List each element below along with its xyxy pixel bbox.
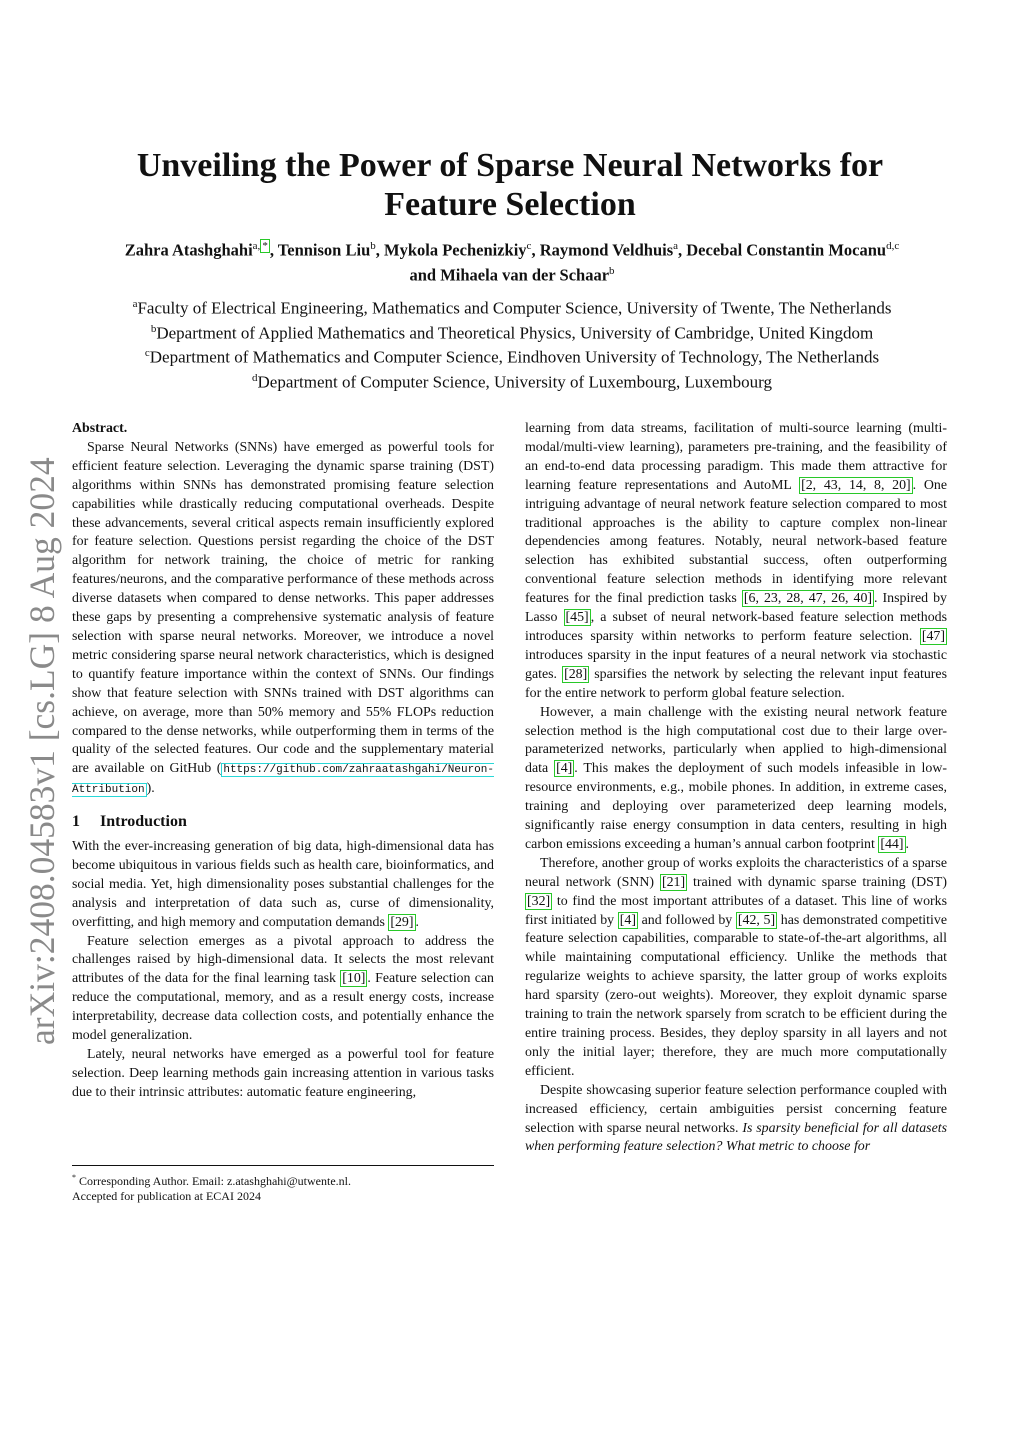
right-paragraph-3: Therefore, another group of works exploits the characteristics of a sparse neural network (SNN) [21] trained with dynamic sparse training (DST) [32] to find the most important attributes of a dataset. This line of works first initiated by [4] and followed by [42, 5] has demonstrated competitive feature selection capabilities, comparable to state-of-the-art algorithms, all while maintaining computational efficiency. Unlike the methods that regularize weights to achieve sparsity, the latter group of works exploits hard sparsity (zero-out weights). Moreover, they exploit dynamic sparse training to train the network sparsely from scratch to be efficient during the entire training process. Besides, they deploy sparsity in all layers and not only the initial layer; therefore, they are much more computationally efficient. (525, 855, 947, 1079)
affiliations (40, 294, 984, 393)
citation-link[interactable]: [10] (342, 971, 366, 987)
author-affil-sup: a (673, 240, 679, 252)
citation-link[interactable]: [45] (565, 610, 589, 626)
citation-link[interactable]: [44] (880, 836, 904, 852)
affiliation-a: $^a$Faculty of Electrical Engineering, Mathematics and Computer Science, University of Twente, The Netherlands (132, 298, 892, 318)
intro-paragraph-2: Feature selection emerges as a pivotal approach to address the challenges raised by high-dimensional data. It selects the most relevant attributes of the data for the final learning task [10] . Feature selection can reduce the computational, memory, and as a result energy costs, increase interpretability, decrease data collection costs, and potentially enhance the model generalization. (72, 933, 494, 1044)
github-url-link[interactable]: https://github.com/zahraatashgahi/Neuron-Attribution (72, 764, 494, 797)
author-name: , Decebal Constantin Mocanu (678, 240, 887, 260)
author-affil-sup: d,c (886, 240, 900, 252)
citation-link[interactable]: [4] (619, 912, 636, 928)
footnote (72, 1170, 494, 1204)
author-line-1 (40, 236, 984, 261)
intro-paragraph-3: Lately, neural networks have emerged as a powerful tool for feature selection. Deep learning methods gain increasing attention in various tasks due to their intrinsic attributes: automatic feature engineering, (72, 1047, 494, 1100)
citation-link[interactable]: [21] (661, 874, 686, 890)
author-affil-sup: a, (252, 240, 261, 252)
citation-link[interactable]: [29] (390, 914, 414, 930)
citation-link[interactable]: [32] (527, 893, 551, 909)
arxiv-identifier: arXiv:2408.04583v1 [cs.LG] 8 Aug 2024 (22, 457, 62, 1045)
abstract-heading: Abstract. (72, 421, 128, 436)
citation-link[interactable]: [6, 23, 28, 47, 26, 40] (743, 591, 873, 607)
author-line-2 (40, 261, 984, 286)
author-name: , Raymond Veldhuis (531, 240, 674, 260)
citation-link[interactable]: [42, 5] (737, 912, 776, 928)
left-column (72, 420, 494, 1103)
corresponding-author-link[interactable]: * (262, 240, 268, 252)
footnote-rule (72, 1165, 494, 1166)
footnote-corresponding: * Corresponding Author. Email: z.atashghahi@utwente.nl. (72, 1173, 352, 1188)
section-heading-introduction: 1 Introduction (72, 813, 187, 831)
author-name: Zahra Atashghahi (124, 240, 253, 260)
citation-link[interactable]: [2, 43, 14, 8, 20] (801, 477, 911, 493)
right-column (525, 420, 947, 1157)
title-line-1: Unveiling the Power of Sparse Neural Networks for (136, 147, 884, 184)
author-affil-sup: c (526, 240, 532, 252)
title-line-2: Feature Selection (384, 186, 636, 223)
affiliation-b: $^b$Department of Applied Mathematics and Theoretical Physics, University of Cambridge, United Kingdom (150, 322, 874, 343)
author-list (40, 236, 984, 285)
affiliation-d: $^d$Department of Computer Science, University of Luxembourg, Luxembourg (252, 371, 772, 392)
author-name: , Tennison Liu (269, 240, 371, 260)
abstract-body: Sparse Neural Networks (SNNs) have emerged as powerful tools for efficient feature selection. Leveraging the dynamic sparse training (DST) algorithms within SNNs has demonstrated promising feature selection capabilities while drastically reducing computational overheads. Despite these advancements, several critical aspects remain insufficiently explored for feature selection. Questions persist regarding the choice of the DST algorithm for network training, the choice of metric for ranking features/neurons, and the comparative performance of these methods across diverse datasets when compared to dense networks. This paper addresses these gaps by presenting a comprehensive systematic analysis of feature selection with sparse neural networks. Moreover, we introduce a novel metric considering sparse neural network characteristics, which is designed to quantify feature importance within the context of SNNs. Our findings show that feature selection with SNNs trained with DST algorithms can achieve, on average, more than 50% memory and 55% FLOPs reduction compared to the dense networks, while outperforming them in terms of the quality of the selected features. Our code and the supplementary material are available on GitHub ( https://github.com/zahraatashgahi/Neuron-Attribution ). (72, 439, 494, 797)
right-paragraph-2: However, a main challenge with the existing neural network feature selection method is the high computational cost due to their large over-parameterized networks, particularly when applied to high-dimensional data [4] . This makes the deployment of such models infeasible in low-resource environments, e.g., mobile phones. In addition, in extreme cases, training and deploying over parameterized deep learning models, significantly raise energy consumption in data centers, resulting in high carbon emissions exceeding a human’s annual carbon footprint [44] . (525, 704, 947, 852)
citation-link[interactable]: [4] (556, 761, 573, 777)
affiliation-c: $^c$Department of Mathematics and Computer Science, Eindhoven University of Technology, The Netherlands (144, 347, 880, 367)
author-name: , Mykola Pechenizkiy (375, 240, 527, 260)
right-paragraph-4: Despite showcasing superior feature selection performance coupled with increased efficiency, certain ambiguities persist concerning feature selection with sparse neural networks. Is sparsity beneficial for all datasets when performing feature selection? What metric to choose for (525, 1082, 947, 1155)
right-paragraph-1: learning from data streams, facilitation of multi-source learning (multi-modal/multi-view learning), parameters pre-training, and the feasibility of an end-to-end data processing paradigm. This made them attractive for learning feature representations and AutoML [2, 43, 14, 8, 20] . One intriguing advantage of neural network feature selection compared to most traditional approaches is the ability to capture complex non-linear dependencies among features. Notably, neural network-based feature selection has exhibited substantial success, often outperforming conventional feature selection methods in identifying more relevant features for the final prediction tasks [6, 23, 28, 47, 26, 40] . Inspired by Lasso [45] , a subset of neural network-based feature selection methods introduces sparsity within networks to perform feature selection. [47] introduces sparsity in the input features of a neural network via stochastic gates. [28] sparsifies the network by selecting the relevant input features for the entire network to perform global feature selection. (525, 421, 947, 701)
citation-link[interactable]: [47] (921, 628, 945, 644)
footnote-accepted: Accepted for publication at ECAI 2024 (72, 1189, 261, 1203)
author-affil-sup: b (370, 240, 376, 252)
intro-paragraph-1: With the ever-increasing generation of big data, high-dimensional data has become ubiquitous in various fields such as health care, bioinformatics, and social media. Yet, high dimensionality poses substantial challenges for the analysis and interpretation of data such as, curse of dimensionality, overfitting, and high memory and computation demands [29] . (72, 839, 494, 930)
paper-title (60, 146, 960, 224)
citation-link[interactable]: [28] (564, 666, 588, 682)
author-name: and Mihaela van der Schaar (409, 265, 610, 284)
author-affil-sup: b (609, 264, 615, 277)
